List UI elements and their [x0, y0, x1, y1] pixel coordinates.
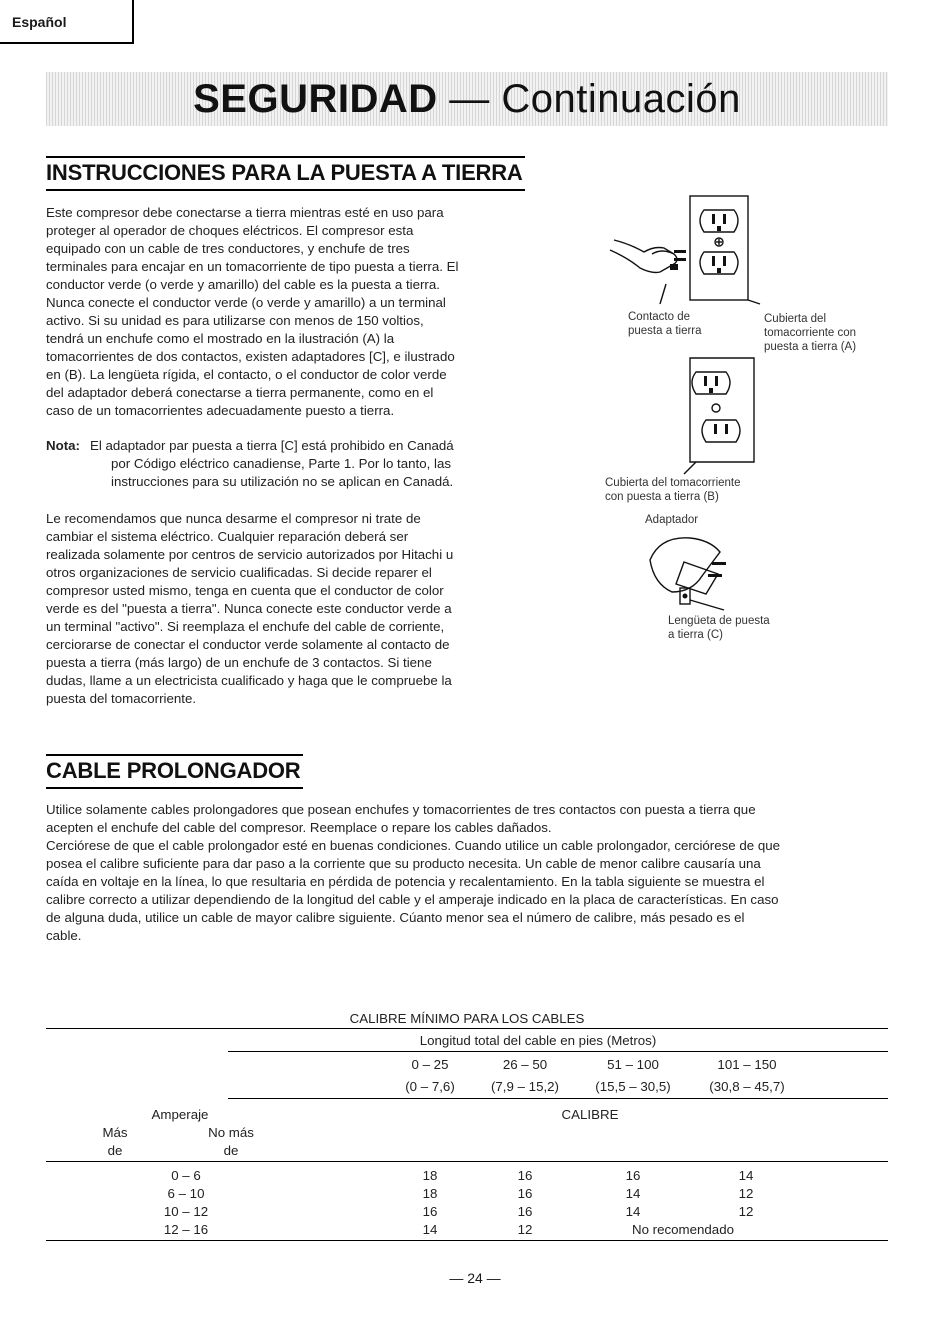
extension-heading: CABLE PROLONGADOR: [46, 754, 303, 789]
text-line: posea el calibre suficiente para dar paso a la corriente que su producto necesita. Un cable de menor calibre causaría una: [46, 856, 761, 871]
text-line: compresor usted mismo, tenga en cuenta que el conductor de color: [46, 583, 444, 598]
caption-line: Cubierta del tomacorriente: [605, 477, 741, 489]
no-more-than-label-de: de: [223, 1143, 239, 1158]
note-body: [90, 437, 540, 491]
text-line: Cerciórese de que el cable prolongador esté en buenas condiciones. Cuando utilice un cable prolongador, cerciórese de que: [46, 838, 781, 853]
page-number: — 24 —: [449, 1270, 501, 1286]
gauge-cell: 16: [422, 1204, 438, 1219]
gauge-cell: 16: [625, 1168, 641, 1183]
outlet-a-cover: [690, 196, 748, 300]
gauge-cell: 14: [625, 1204, 641, 1219]
extension-paragraph: [46, 801, 906, 945]
text-line: cable.: [46, 928, 82, 943]
text-line: instrucciones para su utilización no se aplican en Canadá.: [111, 474, 454, 489]
text-line: tendrá un enchufe como el mostrado en la ilustración (A) la: [46, 331, 395, 346]
range-m-2: (7,9 – 15,2): [490, 1079, 559, 1094]
grounding-heading: INSTRUCCIONES PARA LA PUESTA A TIERRA: [46, 156, 525, 191]
text-line: caída en voltaje en la línea, lo que resultaria en pérdida de potencia y recalentamiento. En la tabla siguiente se muestra el: [46, 874, 765, 889]
row-amps: 10 – 12: [163, 1204, 209, 1219]
text-line: del adaptador deberá conectarse a tierra permanente, como en el: [46, 385, 434, 400]
range-ft-1: 0 – 25: [411, 1057, 449, 1072]
caption-line: Cubierta del: [764, 313, 827, 325]
gauge-header: CALIBRE: [561, 1107, 619, 1122]
text-line: calibre correcto a utilizar dependiendo de la longitud del cable y el amperaje indicado en la placa de características. En caso: [46, 892, 779, 907]
cover-b-pointer-line: [684, 462, 696, 474]
gauge-cell: 16: [517, 1204, 533, 1219]
caption-line: tomacorriente con: [764, 327, 857, 339]
grounded-outlet-b-illustration: [676, 352, 766, 477]
ranges-rule: [228, 1098, 888, 1099]
gauge-cell: 18: [422, 1168, 438, 1183]
gauge-cell: 14: [625, 1186, 641, 1201]
plug-body: [610, 240, 677, 273]
grounding-paragraph-2: [46, 510, 546, 708]
more-than-label-de: de: [107, 1143, 123, 1158]
text-line: cerciorarse de conectar el conductor verde solamente al contacto de: [46, 637, 450, 652]
gauge-cell: 14: [738, 1168, 754, 1183]
outlet-b-cover: [690, 358, 754, 462]
text-line: terminales para encajar en un tomacorriente de tipo puesta a tierra. El: [46, 259, 459, 274]
length-header: Longitud total del cable en pies (Metros): [419, 1033, 657, 1048]
range-ft-4: 101 – 150: [717, 1057, 777, 1072]
text-line: Este compresor debe conectarse a tierra mientras esté en uso para: [46, 205, 444, 220]
gauge-cell: 12: [517, 1222, 533, 1237]
contact-pointer-line: [660, 284, 666, 304]
row-amps: 6 – 10: [167, 1186, 205, 1201]
caption-line: puesta a tierra (A): [764, 341, 857, 353]
text-line: cambiar el sistema eléctrico. Cualquier reparación deberá ser: [46, 529, 409, 544]
gauge-cell: 12: [738, 1186, 754, 1201]
gauge-cell: 18: [422, 1186, 438, 1201]
text-line: conductor verde (o verde y amarillo) del cable es la puesta a tierra.: [46, 277, 440, 292]
text-line: equipado con un cable de tres conductores, y enchufe de tres: [46, 241, 410, 256]
table-top-rule: [46, 1028, 888, 1029]
adapter-body: [650, 538, 720, 592]
caption-line: puesta a tierra: [628, 325, 702, 337]
tab-pointer-line: [690, 600, 724, 610]
range-m-3: (15,5 – 30,5): [595, 1079, 671, 1094]
table-caption: CALIBRE MÍNIMO PARA LOS CABLES: [349, 1011, 585, 1026]
no-more-than-label: No más: [208, 1125, 254, 1140]
text-line: El adaptador par puesta a tierra [C] está prohibido en Canadá: [90, 438, 454, 453]
caption-cover-a: [764, 312, 856, 354]
text-line: otros organizaciones de servicio cualificadas. Si decide reparer el: [46, 565, 432, 580]
range-ft-3: 51 – 100: [607, 1057, 659, 1072]
language-tab: Español: [0, 0, 134, 44]
text-line: caso de un tomacorrientes adecuadamente puesto a tierra.: [46, 403, 395, 418]
not-recommended-cell: No recomendado: [631, 1222, 734, 1237]
text-line: por Código eléctrico canadiense, Parte 1. Por lo tanto, las: [111, 456, 452, 471]
text-line: puesta a tierra (más largo) de un enchufe de 3 contactos. Si tiene: [46, 655, 432, 670]
text-line: Nunca conecte el conductor verde (o verde y amarillo) a un terminal: [46, 295, 446, 310]
grounding-paragraph-1: [46, 204, 546, 420]
text-line: dudas, llame a un electricista cualificado y haga que le compruebe la: [46, 673, 452, 688]
range-m-1: (0 – 7,6): [405, 1079, 455, 1094]
caption-line: a tierra (C): [668, 629, 723, 641]
row-amps: 0 – 6: [171, 1168, 201, 1183]
caption-cover-b: [605, 476, 741, 504]
outlet-b-lower-socket: [702, 420, 740, 442]
caption-line: Contacto de: [628, 311, 691, 323]
gauge-cell: 14: [422, 1222, 438, 1237]
gauge-cell: 16: [517, 1168, 533, 1183]
caption-line: con puesta a tierra (B): [605, 491, 719, 503]
text-line: puesta del tomacorriente.: [46, 691, 197, 706]
banner-title: [193, 77, 741, 122]
banner-title-bold: SEGURIDAD: [193, 76, 438, 121]
table-bottom-rule: [46, 1240, 888, 1241]
text-line: verde es del "puesta a tierra". Nunca conecte este conductor verde a: [46, 601, 452, 616]
grounded-outlet-a-illustration: [600, 192, 770, 312]
length-header-rule: [228, 1051, 888, 1052]
text-line: activo. Si su unidad es para utilizarse con menos de 150 voltios,: [46, 313, 424, 328]
note-label: Nota:: [46, 438, 80, 453]
text-line: acepten el enchufe del cable del compresor. Reemplace o repare los cables dañados.: [46, 820, 552, 835]
text-line: tomacorrientes de dos contactos, existen adaptadores [C], e ilustrado: [46, 349, 455, 364]
text-line: realizada solamente por centros de servicio autorizados por Hitachi u: [46, 547, 454, 562]
amperage-header: Amperaje: [151, 1107, 209, 1122]
text-line: de alguna duda, utilice un cable de mayor calibre siguiente. Cúanto menor sea el número de calibre, más pesado es el: [46, 910, 745, 925]
section-banner: [46, 72, 888, 126]
text-line: Utilice solamente cables prolongadores que posean enchufes y tomacorrientes de tres contactos con puesta a tierra que: [46, 802, 756, 817]
more-than-label: Más: [102, 1125, 128, 1140]
header-bottom-rule: [46, 1161, 888, 1162]
caption-adapter: Adaptador: [645, 514, 699, 526]
range-ft-2: 26 – 50: [502, 1057, 548, 1072]
text-line: un terminal "activo". Si reemplaza el enchufe del cable de corriente,: [46, 619, 445, 634]
banner-title-rest: — Continuación: [437, 76, 741, 121]
row-amps: 12 – 16: [163, 1222, 209, 1237]
gauge-cell: 16: [517, 1186, 533, 1201]
gauge-cell: 12: [738, 1204, 754, 1219]
cover-a-pointer-line: [748, 300, 760, 304]
text-line: Le recomendamos que nunca desarme el compresor ni trate de: [46, 511, 421, 526]
caption-line: Lengüeta de puesta: [668, 615, 770, 627]
caption-contact: [628, 310, 702, 338]
range-m-4: (30,8 – 45,7): [709, 1079, 785, 1094]
text-line: proteger al operador de choques eléctricos. El compresor esta: [46, 223, 414, 238]
caption-tab-c: [668, 614, 770, 642]
text-line: en (B). La lengüeta rígida, el contacto, o el conductor de color verde: [46, 367, 447, 382]
adapter-c-illustration: [640, 532, 760, 622]
